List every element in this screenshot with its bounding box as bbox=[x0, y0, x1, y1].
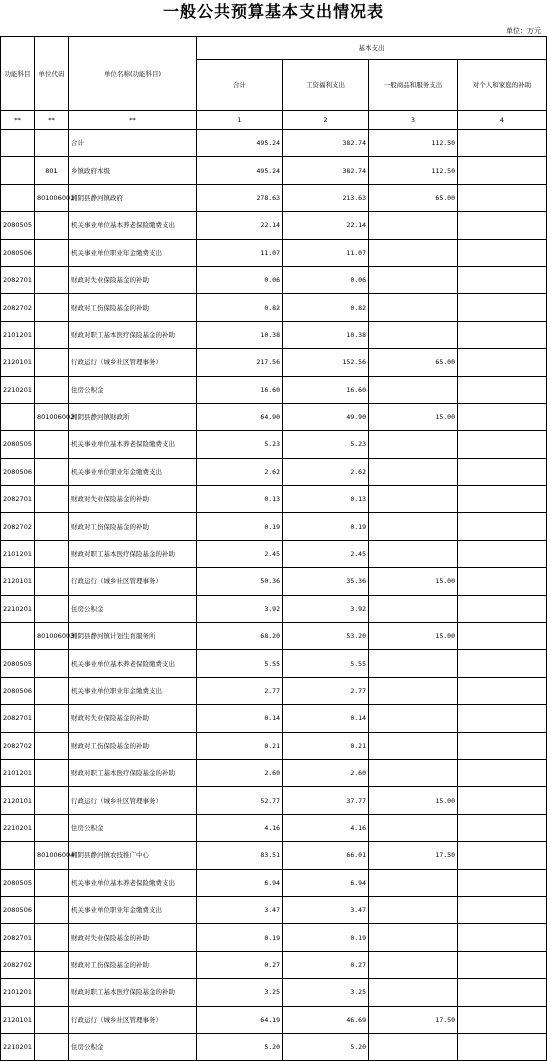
unit-code-cell bbox=[35, 979, 69, 1006]
func-code-cell: 2120101 bbox=[1, 349, 35, 376]
total-cell: 16.60 bbox=[197, 376, 283, 403]
index-cell: 2 bbox=[283, 111, 369, 130]
goods-cell: 65.00 bbox=[369, 184, 458, 211]
func-code-cell: 2120101 bbox=[1, 568, 35, 595]
unit-name-cell: 住房公积金 bbox=[69, 1033, 197, 1060]
unit-code-cell bbox=[35, 924, 69, 951]
personal-cell bbox=[458, 650, 547, 677]
unit-code-cell bbox=[35, 266, 69, 293]
unit-name-cell: 住房公积金 bbox=[69, 376, 197, 403]
func-code-cell: 2210201 bbox=[1, 376, 35, 403]
goods-cell: 112.50 bbox=[369, 157, 458, 184]
personal-cell bbox=[458, 896, 547, 923]
wage-cell: 6.94 bbox=[283, 869, 369, 896]
unit-name-cell: 财政对失业保险基金的补助 bbox=[69, 924, 197, 951]
personal-cell bbox=[458, 568, 547, 595]
unit-name-cell: 行政运行（城乡社区管理事务） bbox=[69, 349, 197, 376]
unit-code-cell bbox=[35, 540, 69, 567]
personal-cell bbox=[458, 979, 547, 1006]
total-cell: 495.24 bbox=[197, 130, 283, 157]
unit-name-cell: 财政对职工基本医疗保险基金的补助 bbox=[69, 979, 197, 1006]
wage-cell: 2.45 bbox=[283, 540, 369, 567]
goods-cell bbox=[369, 540, 458, 567]
wage-cell: 35.36 bbox=[283, 568, 369, 595]
table-row bbox=[1, 130, 547, 157]
personal-cell bbox=[458, 1006, 547, 1033]
unit-code-cell bbox=[35, 650, 69, 677]
personal-cell bbox=[458, 787, 547, 814]
unit-code-cell bbox=[35, 759, 69, 786]
index-cell: 4 bbox=[458, 111, 547, 130]
unit-code-cell bbox=[35, 431, 69, 458]
unit-name-cell: 住房公积金 bbox=[69, 814, 197, 841]
table-row bbox=[1, 595, 547, 622]
wage-cell: 382.74 bbox=[283, 157, 369, 184]
total-cell: 5.20 bbox=[197, 1033, 283, 1060]
wage-cell: 5.55 bbox=[283, 650, 369, 677]
table-row bbox=[1, 787, 547, 814]
unit-name-cell: 湘阴县静河镇计划生育服务所 bbox=[69, 623, 197, 650]
expenditure-table bbox=[0, 36, 547, 1061]
unit-code-cell bbox=[35, 677, 69, 704]
wage-cell: 0.13 bbox=[283, 486, 369, 513]
index-cell: 3 bbox=[369, 111, 458, 130]
func-code-cell: 2080506 bbox=[1, 458, 35, 485]
total-cell: 5.23 bbox=[197, 431, 283, 458]
unit-code-cell: 801 bbox=[35, 157, 69, 184]
func-code-cell: 2080506 bbox=[1, 677, 35, 704]
wage-cell: 5.20 bbox=[283, 1033, 369, 1060]
wage-cell: 152.56 bbox=[283, 349, 369, 376]
wage-cell: 11.07 bbox=[283, 239, 369, 266]
unit-name-cell: 机关事业单位职业年金缴费支出 bbox=[69, 677, 197, 704]
personal-cell bbox=[458, 321, 547, 348]
unit-name-cell: 财政对工伤保险基金的补助 bbox=[69, 951, 197, 978]
unit-name-cell: 财政对工伤保险基金的补助 bbox=[69, 513, 197, 540]
table-row bbox=[1, 212, 547, 239]
unit-code-cell bbox=[35, 869, 69, 896]
personal-cell bbox=[458, 540, 547, 567]
unit-code-cell bbox=[35, 321, 69, 348]
unit-name-cell: 机关事业单位职业年金缴费支出 bbox=[69, 239, 197, 266]
unit-name-cell: 湘阴县静河镇农技推广中心 bbox=[69, 842, 197, 869]
total-cell: 3.92 bbox=[197, 595, 283, 622]
personal-cell bbox=[458, 486, 547, 513]
unit-code-cell bbox=[35, 376, 69, 403]
wage-cell: 0.19 bbox=[283, 513, 369, 540]
total-cell: 0.14 bbox=[197, 705, 283, 732]
func-code-cell: 2120101 bbox=[1, 787, 35, 814]
total-cell: 3.25 bbox=[197, 979, 283, 1006]
unit-code-cell: 801006004 bbox=[35, 842, 69, 869]
total-cell: 3.47 bbox=[197, 896, 283, 923]
personal-cell bbox=[458, 842, 547, 869]
header-unit-name: 单位名称(功能科目) bbox=[69, 37, 197, 111]
personal-cell bbox=[458, 212, 547, 239]
unit-name-cell: 财政对失业保险基金的补助 bbox=[69, 705, 197, 732]
unit-name-cell: 机关事业单位职业年金缴费支出 bbox=[69, 896, 197, 923]
total-cell: 11.07 bbox=[197, 239, 283, 266]
table-row bbox=[1, 403, 547, 430]
goods-cell bbox=[369, 266, 458, 293]
table-row bbox=[1, 321, 547, 348]
goods-cell: 15.00 bbox=[369, 787, 458, 814]
unit-name-cell: 机关事业单位基本养老保险缴费支出 bbox=[69, 212, 197, 239]
wage-cell: 2.62 bbox=[283, 458, 369, 485]
goods-cell: 17.50 bbox=[369, 842, 458, 869]
table-row bbox=[1, 568, 547, 595]
goods-cell bbox=[369, 650, 458, 677]
total-cell: 6.94 bbox=[197, 869, 283, 896]
func-code-cell bbox=[1, 623, 35, 650]
goods-cell bbox=[369, 513, 458, 540]
personal-cell bbox=[458, 677, 547, 704]
table-row bbox=[1, 294, 547, 321]
unit-name-cell: 财政对失业保险基金的补助 bbox=[69, 266, 197, 293]
unit-code-cell bbox=[35, 130, 69, 157]
func-code-cell: 2082702 bbox=[1, 951, 35, 978]
unit-name-cell: 机关事业单位基本养老保险缴费支出 bbox=[69, 431, 197, 458]
goods-cell bbox=[369, 924, 458, 951]
total-cell: 10.38 bbox=[197, 321, 283, 348]
header-unit-code: 单位代码 bbox=[35, 37, 69, 111]
wage-cell: 213.63 bbox=[283, 184, 369, 211]
unit-name-cell: 行政运行（城乡社区管理事务） bbox=[69, 568, 197, 595]
unit-code-cell bbox=[35, 568, 69, 595]
wage-cell: 0.82 bbox=[283, 294, 369, 321]
goods-cell bbox=[369, 321, 458, 348]
wage-cell: 382.74 bbox=[283, 130, 369, 157]
goods-cell bbox=[369, 458, 458, 485]
total-cell: 0.27 bbox=[197, 951, 283, 978]
personal-cell bbox=[458, 924, 547, 951]
total-cell: 0.21 bbox=[197, 732, 283, 759]
func-code-cell: 2082701 bbox=[1, 266, 35, 293]
func-code-cell: 2082701 bbox=[1, 924, 35, 951]
table-row bbox=[1, 924, 547, 951]
personal-cell bbox=[458, 814, 547, 841]
unit-code-cell bbox=[35, 787, 69, 814]
table-row bbox=[1, 869, 547, 896]
func-code-cell: 2082702 bbox=[1, 513, 35, 540]
func-code-cell: 2210201 bbox=[1, 814, 35, 841]
header-personal: 对个人和家庭的补助 bbox=[458, 60, 547, 111]
table-row bbox=[1, 513, 547, 540]
table-row bbox=[1, 650, 547, 677]
unit-name-cell: 湘阴县静河镇财政所 bbox=[69, 403, 197, 430]
wage-cell: 49.90 bbox=[283, 403, 369, 430]
personal-cell bbox=[458, 869, 547, 896]
unit-code-cell bbox=[35, 595, 69, 622]
total-cell: 2.77 bbox=[197, 677, 283, 704]
personal-cell bbox=[458, 349, 547, 376]
func-code-cell bbox=[1, 184, 35, 211]
header-func-code: 功能科目 bbox=[1, 37, 35, 111]
unit-name-cell: 行政运行（城乡社区管理事务） bbox=[69, 787, 197, 814]
personal-cell bbox=[458, 623, 547, 650]
wage-cell: 0.06 bbox=[283, 266, 369, 293]
unit-code-cell bbox=[35, 239, 69, 266]
personal-cell bbox=[458, 266, 547, 293]
unit-name-cell: 机关事业单位基本养老保险缴费支出 bbox=[69, 650, 197, 677]
goods-cell: 65.00 bbox=[369, 349, 458, 376]
goods-cell: 15.00 bbox=[369, 403, 458, 430]
personal-cell bbox=[458, 130, 547, 157]
total-cell: 64.19 bbox=[197, 1006, 283, 1033]
table-row bbox=[1, 759, 547, 786]
unit-code-cell: 801006001 bbox=[35, 184, 69, 211]
func-code-cell: 2080505 bbox=[1, 431, 35, 458]
index-cell: ** bbox=[69, 111, 197, 130]
func-code-cell: 2080506 bbox=[1, 239, 35, 266]
goods-cell bbox=[369, 677, 458, 704]
table-row bbox=[1, 184, 547, 211]
total-cell: 0.06 bbox=[197, 266, 283, 293]
func-code-cell: 2101201 bbox=[1, 759, 35, 786]
func-code-cell: 2120101 bbox=[1, 1006, 35, 1033]
func-code-cell: 2080505 bbox=[1, 212, 35, 239]
wage-cell: 3.25 bbox=[283, 979, 369, 1006]
unit-name-cell: 机关事业单位职业年金缴费支出 bbox=[69, 458, 197, 485]
personal-cell bbox=[458, 157, 547, 184]
table-row bbox=[1, 349, 547, 376]
personal-cell bbox=[458, 294, 547, 321]
table-row bbox=[1, 814, 547, 841]
goods-cell bbox=[369, 896, 458, 923]
wage-cell: 4.16 bbox=[283, 814, 369, 841]
page-title: 一般公共预算基本支出情况表 bbox=[162, 2, 384, 21]
unit-code-cell: 801006002 bbox=[35, 403, 69, 430]
table-row bbox=[1, 896, 547, 923]
unit-name-cell: 财政对职工基本医疗保险基金的补助 bbox=[69, 321, 197, 348]
unit-label: 单位：万元 bbox=[506, 27, 541, 35]
table-row bbox=[1, 266, 547, 293]
unit-code-cell bbox=[35, 732, 69, 759]
func-code-cell: 2082701 bbox=[1, 705, 35, 732]
total-cell: 0.82 bbox=[197, 294, 283, 321]
func-code-cell: 2210201 bbox=[1, 1033, 35, 1060]
unit-code-cell bbox=[35, 951, 69, 978]
goods-cell bbox=[369, 814, 458, 841]
unit-code-cell: 801006003 bbox=[35, 623, 69, 650]
unit-code-cell bbox=[35, 814, 69, 841]
total-cell: 0.19 bbox=[197, 513, 283, 540]
personal-cell bbox=[458, 705, 547, 732]
unit-code-cell bbox=[35, 294, 69, 321]
unit-name-cell: 行政运行（城乡社区管理事务） bbox=[69, 1006, 197, 1033]
unit-name-cell: 湘阴县静河镇政府 bbox=[69, 184, 197, 211]
total-cell: 50.36 bbox=[197, 568, 283, 595]
header-total: 合计 bbox=[197, 60, 283, 111]
func-code-cell bbox=[1, 403, 35, 430]
personal-cell bbox=[458, 732, 547, 759]
unit-name-cell: 合计 bbox=[69, 130, 197, 157]
total-cell: 5.55 bbox=[197, 650, 283, 677]
goods-cell bbox=[369, 759, 458, 786]
personal-cell bbox=[458, 951, 547, 978]
unit-name-cell: 财政对失业保险基金的补助 bbox=[69, 486, 197, 513]
goods-cell bbox=[369, 732, 458, 759]
unit-name-cell: 财政对职工基本医疗保险基金的补助 bbox=[69, 759, 197, 786]
table-row bbox=[1, 1006, 547, 1033]
table-row bbox=[1, 705, 547, 732]
total-cell: 52.77 bbox=[197, 787, 283, 814]
personal-cell bbox=[458, 376, 547, 403]
func-code-cell: 2082702 bbox=[1, 732, 35, 759]
wage-cell: 53.20 bbox=[283, 623, 369, 650]
personal-cell bbox=[458, 458, 547, 485]
func-code-cell: 2080506 bbox=[1, 896, 35, 923]
func-code-cell: 2082701 bbox=[1, 486, 35, 513]
table-row bbox=[1, 458, 547, 485]
func-code-cell: 2210201 bbox=[1, 595, 35, 622]
goods-cell: 15.00 bbox=[369, 568, 458, 595]
goods-cell bbox=[369, 486, 458, 513]
header-wage: 工资福利支出 bbox=[283, 60, 369, 111]
index-cell: ** bbox=[1, 111, 35, 130]
goods-cell bbox=[369, 951, 458, 978]
table-row bbox=[1, 732, 547, 759]
goods-cell bbox=[369, 239, 458, 266]
index-row bbox=[1, 111, 547, 130]
header-row-1 bbox=[1, 37, 547, 60]
func-code-cell: 2080505 bbox=[1, 650, 35, 677]
wage-cell: 46.69 bbox=[283, 1006, 369, 1033]
unit-code-cell bbox=[35, 458, 69, 485]
total-cell: 495.24 bbox=[197, 157, 283, 184]
total-cell: 2.45 bbox=[197, 540, 283, 567]
wage-cell: 3.47 bbox=[283, 896, 369, 923]
table-row bbox=[1, 239, 547, 266]
total-cell: 217.56 bbox=[197, 349, 283, 376]
wage-cell: 3.92 bbox=[283, 595, 369, 622]
total-cell: 4.16 bbox=[197, 814, 283, 841]
total-cell: 0.19 bbox=[197, 924, 283, 951]
goods-cell bbox=[369, 595, 458, 622]
personal-cell bbox=[458, 239, 547, 266]
wage-cell: 0.21 bbox=[283, 732, 369, 759]
unit-code-cell bbox=[35, 705, 69, 732]
table-row bbox=[1, 376, 547, 403]
wage-cell: 37.77 bbox=[283, 787, 369, 814]
wage-cell: 0.19 bbox=[283, 924, 369, 951]
total-cell: 64.90 bbox=[197, 403, 283, 430]
goods-cell bbox=[369, 705, 458, 732]
wage-cell: 2.77 bbox=[283, 677, 369, 704]
table-row bbox=[1, 157, 547, 184]
goods-cell bbox=[369, 294, 458, 321]
unit-code-cell bbox=[35, 1033, 69, 1060]
func-code-cell bbox=[1, 157, 35, 184]
total-cell: 68.20 bbox=[197, 623, 283, 650]
wage-cell: 22.14 bbox=[283, 212, 369, 239]
table-row bbox=[1, 979, 547, 1006]
unit-code-cell bbox=[35, 486, 69, 513]
func-code-cell: 2082702 bbox=[1, 294, 35, 321]
personal-cell bbox=[458, 403, 547, 430]
unit-name-cell: 机关事业单位基本养老保险缴费支出 bbox=[69, 869, 197, 896]
unit-name-cell: 住房公积金 bbox=[69, 595, 197, 622]
unit-code-cell bbox=[35, 212, 69, 239]
header-goods: 一般商品和服务支出 bbox=[369, 60, 458, 111]
personal-cell bbox=[458, 759, 547, 786]
total-cell: 22.14 bbox=[197, 212, 283, 239]
wage-cell: 2.60 bbox=[283, 759, 369, 786]
unit-name-cell: 财政对工伤保险基金的补助 bbox=[69, 732, 197, 759]
total-cell: 278.63 bbox=[197, 184, 283, 211]
index-cell: 1 bbox=[197, 111, 283, 130]
func-code-cell: 2101201 bbox=[1, 979, 35, 1006]
wage-cell: 10.38 bbox=[283, 321, 369, 348]
table-row bbox=[1, 842, 547, 869]
goods-cell: 17.50 bbox=[369, 1006, 458, 1033]
personal-cell bbox=[458, 184, 547, 211]
unit-name-cell: 财政对工伤保险基金的补助 bbox=[69, 294, 197, 321]
personal-cell bbox=[458, 1033, 547, 1060]
personal-cell bbox=[458, 513, 547, 540]
wage-cell: 66.01 bbox=[283, 842, 369, 869]
wage-cell: 16.60 bbox=[283, 376, 369, 403]
table-row bbox=[1, 486, 547, 513]
total-cell: 0.13 bbox=[197, 486, 283, 513]
goods-cell bbox=[369, 869, 458, 896]
func-code-cell bbox=[1, 130, 35, 157]
goods-cell bbox=[369, 212, 458, 239]
goods-cell bbox=[369, 431, 458, 458]
unit-code-cell bbox=[35, 1006, 69, 1033]
personal-cell bbox=[458, 595, 547, 622]
func-code-cell: 2101201 bbox=[1, 540, 35, 567]
total-cell: 83.51 bbox=[197, 842, 283, 869]
index-cell: ** bbox=[35, 111, 69, 130]
unit-code-cell bbox=[35, 513, 69, 540]
unit-name-cell: 财政对职工基本医疗保险基金的补助 bbox=[69, 540, 197, 567]
total-cell: 2.62 bbox=[197, 458, 283, 485]
wage-cell: 5.23 bbox=[283, 431, 369, 458]
goods-cell bbox=[369, 376, 458, 403]
wage-cell: 0.14 bbox=[283, 705, 369, 732]
table-body bbox=[1, 37, 547, 1061]
table-row bbox=[1, 540, 547, 567]
unit-name-cell: 乡镇政府本级 bbox=[69, 157, 197, 184]
func-code-cell: 2101201 bbox=[1, 321, 35, 348]
goods-cell bbox=[369, 1033, 458, 1060]
func-code-cell: 2080505 bbox=[1, 869, 35, 896]
personal-cell bbox=[458, 431, 547, 458]
wage-cell: 0.27 bbox=[283, 951, 369, 978]
table-row bbox=[1, 1033, 547, 1060]
func-code-cell bbox=[1, 842, 35, 869]
table-row bbox=[1, 677, 547, 704]
table-row bbox=[1, 623, 547, 650]
goods-cell: 15.00 bbox=[369, 623, 458, 650]
unit-code-cell bbox=[35, 896, 69, 923]
goods-cell: 112.50 bbox=[369, 130, 458, 157]
table-row bbox=[1, 951, 547, 978]
goods-cell bbox=[369, 979, 458, 1006]
table-row bbox=[1, 431, 547, 458]
header-basic: 基本支出 bbox=[197, 37, 547, 60]
total-cell: 2.60 bbox=[197, 759, 283, 786]
unit-code-cell bbox=[35, 349, 69, 376]
